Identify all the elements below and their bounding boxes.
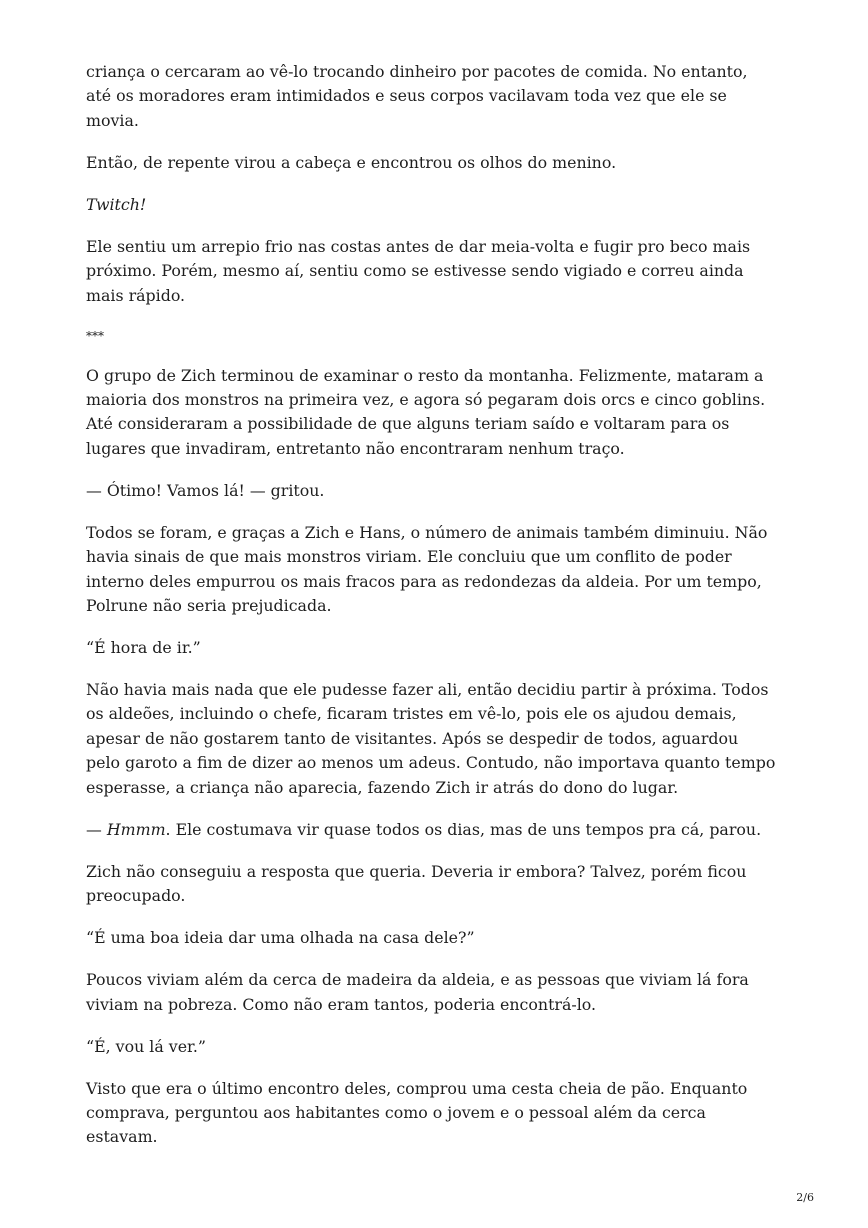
paragraph: criança o cercaram ao vê-lo trocando dinheiro por pacotes de comida. No entanto, até os moradores eram intimidados e seus corpos vacilavam toda vez que ele se movia. bbox=[86, 62, 748, 130]
paragraph: Visto que era o último encontro deles, comprou uma cesta cheia de pão. Enquanto comprava, perguntou aos habitantes como o jovem e o pessoal além da cerca estavam. bbox=[86, 1078, 748, 1147]
paragraph: Todos se foram, e graças a Zich e Hans, o número de animais também diminuiu. Não havia sinais de que mais monstros viriam. Ele concluiu que um conflito de poder interno deles empurrou os mais fracos para as redondezas da aldeia. Por um tempo, Polrune não seria prejudicada. bbox=[86, 522, 768, 616]
document-body bbox=[86, 60, 776, 1167]
paragraph: Zich não conseguiu a resposta que queria. Deveria ir embora? Talvez, porém ficou preocupado. bbox=[86, 861, 747, 906]
page-number: 2/6 bbox=[796, 1191, 814, 1204]
paragraph: “É hora de ir.” bbox=[86, 638, 201, 658]
italic-word: Hmmm bbox=[106, 819, 166, 839]
paragraph-dialogue bbox=[86, 818, 776, 842]
paragraph: Então, de repente virou a cabeça e encontrou os olhos do menino. bbox=[86, 152, 617, 172]
paragraph: Ele sentiu um arrepio frio nas costas antes de dar meia-volta e fugir pro beco mais próximo. Porém, mesmo aí, sentiu como se estivesse sendo vigiado e correu ainda mais rápido. bbox=[86, 236, 751, 305]
paragraph: — Ótimo! Vamos lá! — gritou. bbox=[86, 480, 325, 500]
dialogue-text: . Ele costumava vir quase todos os dias, mas de uns tempos pra cá, parou. bbox=[165, 819, 762, 839]
scene-separator: *** bbox=[86, 328, 104, 343]
paragraph: O grupo de Zich terminou de examinar o resto da montanha. Felizmente, mataram a maioria dos monstros na primeira vez, e agora só pegaram dois orcs e cinco goblins. Até consideraram a possibilidade de que alguns teriam saído e voltaram para os lugares que invadiram, entretanto não encontraram nenhum traço. bbox=[86, 365, 766, 458]
paragraph: “É, vou lá ver.” bbox=[86, 1036, 206, 1056]
paragraph-italic: Twitch! bbox=[86, 194, 147, 214]
dash: — bbox=[86, 819, 107, 839]
paragraph: “É uma boa ideia dar uma olhada na casa dele?” bbox=[86, 928, 475, 948]
paragraph: Poucos viviam além da cerca de madeira da aldeia, e as pessoas que viviam lá fora viviam na pobreza. Como não eram tantos, poderia encontrá-lo. bbox=[86, 970, 749, 1014]
paragraph: Não havia mais nada que ele pudesse fazer ali, então decidiu partir à próxima. Todos os aldeões, incluindo o chefe, ficaram tristes em vê-lo, pois ele os ajudou demais, apesar de não gostarem tanto de visitantes. Após se despedir de todos, aguardou pelo garoto a fim de dizer ao menos um adeus. Contudo, não importava quanto tempo esperasse, a criança não aparecia, fazendo Zich ir atrás do dono do lugar. bbox=[86, 680, 776, 797]
